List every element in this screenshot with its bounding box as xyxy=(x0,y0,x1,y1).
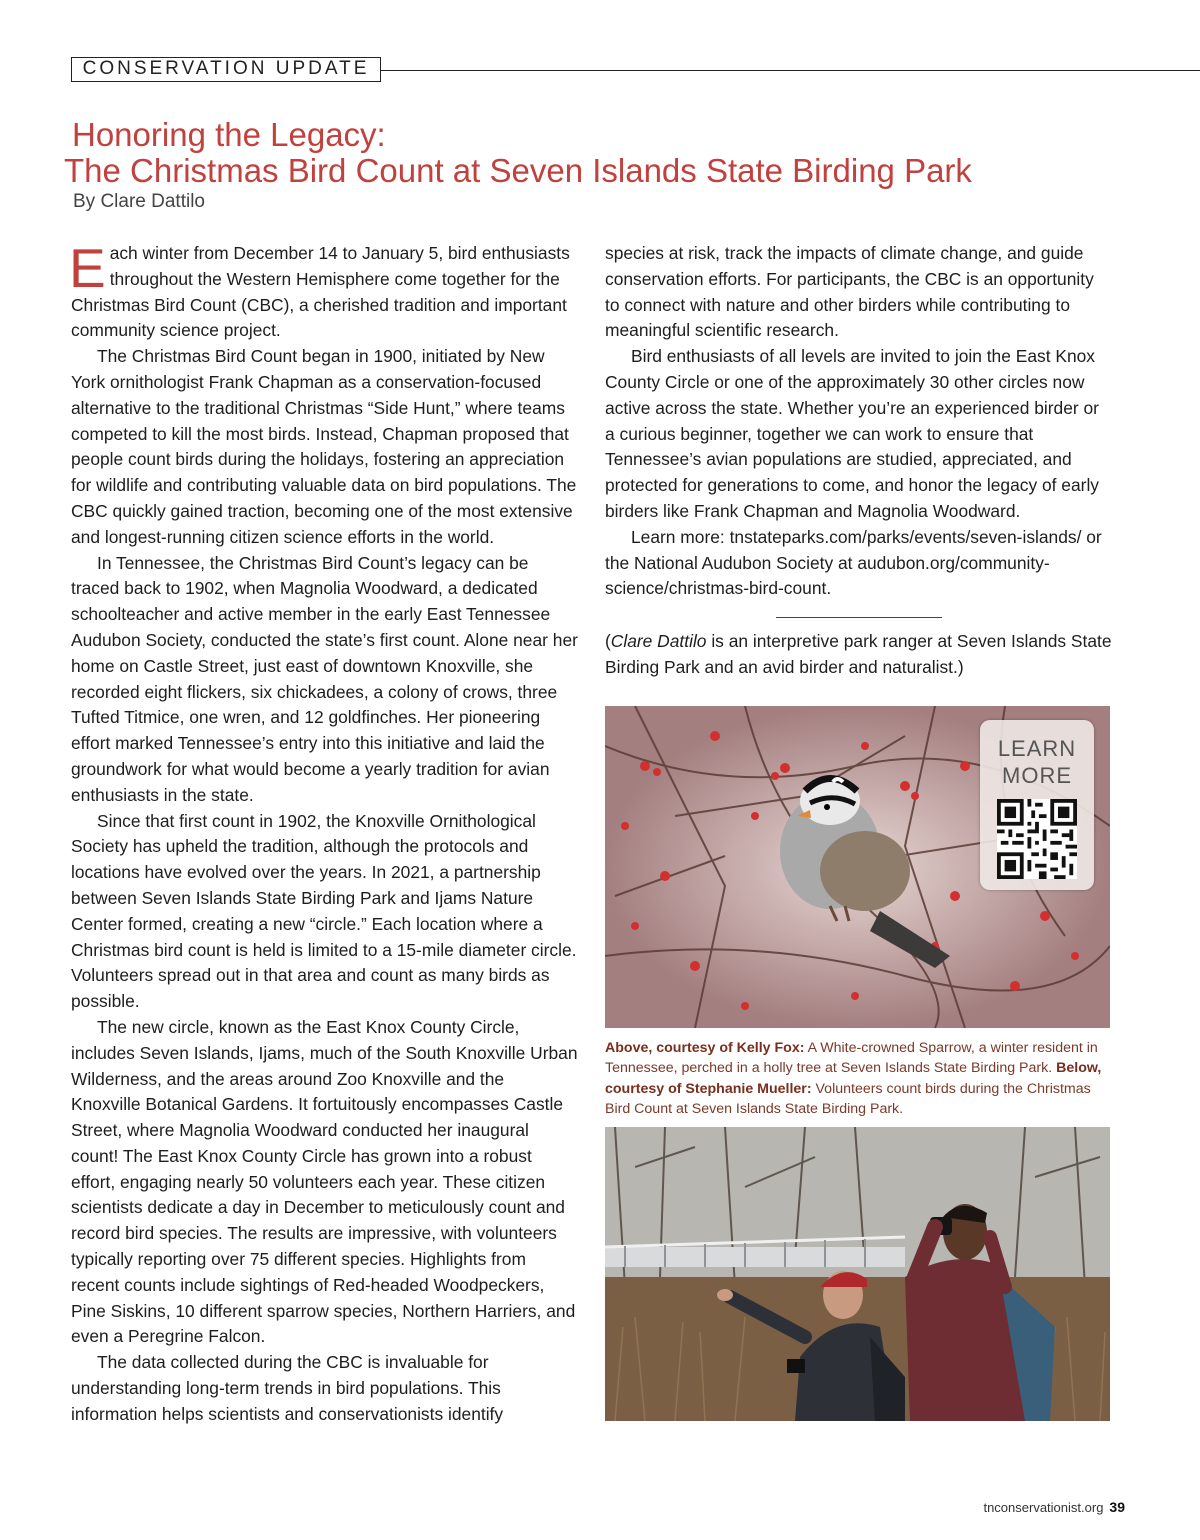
caption-above-label: Above, courtesy of Kelly Fox: xyxy=(605,1040,805,1056)
learn-more-line-1: LEARN xyxy=(997,736,1077,761)
author-bio xyxy=(605,629,1113,681)
bio-text: is an interpretive park ranger at Seven Islands State Birding Park and an avid birder and naturalist.) xyxy=(605,631,1112,677)
bio-open: ( xyxy=(605,631,611,651)
learn-more-box[interactable] xyxy=(980,720,1094,890)
sparrow-photo xyxy=(605,706,1110,1028)
title-line-2: The Christmas Bird Count at Seven Islands State Birding Park xyxy=(64,152,972,189)
paragraph-8: Learn more: tnstateparks.com/parks/events/seven-islands/ or the National Audubon Society at audubon.org/community-science/christmas-bird-count. xyxy=(605,526,1102,599)
paragraph-6-continued: species at risk, track the impacts of climate change, and guide conservation efforts. For participants, the CBC is an opportunity to connect with nature and other birders while contributing to meaningful scientific research. xyxy=(605,243,1094,341)
paragraph-1-text: ach winter from December 14 to January 5, bird enthusiasts throughout the Western Hemisphere come together for the Christmas Bird Count (CBC), a cherished tradition and important community science project. xyxy=(71,243,570,341)
volunteers-photo xyxy=(605,1127,1110,1421)
paragraph-4: Since that first count in 1902, the Knoxville Ornithological Society has upheld the tradition, although the protocols and locations have evolved over the years. In 2021, a partnership between Seven Islands State Birding Park and Ijams Nature Center formed, creating a new “circle.” Each location where a Christmas bird count is held is limited to a 15-mile diameter circle. Volunteers spread out in that area and count as many birds as possible. xyxy=(71,810,577,1012)
byline: By Clare Dattilo xyxy=(73,191,205,212)
paragraph-3: In Tennessee, the Christmas Bird Count’s legacy can be traced back to 1902, when Magnolia Woodward, a dedicated schoolteacher and active member in the early East Tennessee Audubon Society, conducted the state’s first count. Alone near her home on Castle Street, just east of downtown Knoxville, she recorded eight flickers, six chickadees, a colony of crows, three Tufted Titmice, one wren, and 12 goldfinches. Her pioneering effort marked Tennessee’s entry into this initiative and laid the groundwork for what would become a yearly tradition for avian enthusiasts in the state. xyxy=(71,552,578,805)
column-divider xyxy=(776,617,942,618)
paragraph-5: The new circle, known as the East Knox County Circle, includes Seven Islands, Ijams, much of the South Knoxville Urban Wilderness, and the areas around Zoo Knoxville and the Knoxville Botanical Gardens. It fortuitously encompasses Castle Street, where Magnolia Woodward conducted her inaugural count! The East Knox County Circle has grown into a robust effort, engaging nearly 50 volunteers each year. These citizen scientists dedicate a day in December to meticulously count and record bird species. The results are impressive, with volunteers typically reporting over 75 different species. Highlights from recent counts include sightings of Red-headed Woodpeckers, Pine Siskins, 10 different sparrow species, Northern Harriers, and even a Peregrine Falcon. xyxy=(71,1016,578,1347)
bio-name: Clare Dattilo xyxy=(610,631,707,651)
caption-above-text: A White-crowned Sparrow, a winter resident in Tennessee, perched in a holly tree at Seven Islands State Birding Park. xyxy=(605,1040,1098,1077)
caption-below-label: Below, courtesy of Stephanie Mueller: xyxy=(605,1060,1102,1097)
paragraph-6: The data collected during the CBC is invaluable for understanding long-term trends in bird populations. This information helps scientists and conservationists identify xyxy=(71,1352,504,1424)
paragraph-7: Bird enthusiasts of all levels are invited to join the East Knox County Circle or one of the approximately 30 other circles now active across the state. Whether you’re an experienced birder or a curious beginner, together we can work to ensure that Tennessee’s avian populations are studied, appreciated, and protected for generations to come, and honor the legacy of early birders like Frank Chapman and Magnolia Woodward. xyxy=(605,346,1100,521)
article-column-right xyxy=(605,241,1113,602)
learn-more-line-2: MORE xyxy=(1002,763,1072,788)
page-number: 39 xyxy=(1109,1499,1125,1515)
paragraph-2: The Christmas Bird Count began in 1900, initiated by New York ornithologist Frank Chapman as a conservation-focused alternative to the traditional Christmas “Side Hunt,” where teams competed to kill the most birds. Instead, Chapman proposed that people count birds during the holidays, fostering an appreciation for wildlife and contributing valuable data on bird populations. The CBC quickly gained traction, becoming one of the most extensive and longest-running citizen science efforts in the world. xyxy=(71,346,577,547)
paragraph-1 xyxy=(69,237,578,344)
dropcap: E xyxy=(69,237,106,299)
qr-code-icon[interactable] xyxy=(997,799,1077,879)
learn-more-text xyxy=(980,735,1094,789)
photo-caption xyxy=(605,1038,1110,1119)
section-rule xyxy=(381,70,1200,71)
section-label: CONSERVATION UPDATE xyxy=(71,57,381,82)
page-footer xyxy=(983,1499,1125,1515)
caption-below-text: Volunteers count birds during the Christmas Bird Count at Seven Islands State Birding Park. xyxy=(605,1080,1091,1117)
footer-site: tnconservationist.org xyxy=(983,1500,1104,1515)
title-line-1: Honoring the Legacy: xyxy=(72,116,386,153)
article-column-left xyxy=(69,237,578,1428)
volunteers-illustration xyxy=(605,1127,1110,1421)
